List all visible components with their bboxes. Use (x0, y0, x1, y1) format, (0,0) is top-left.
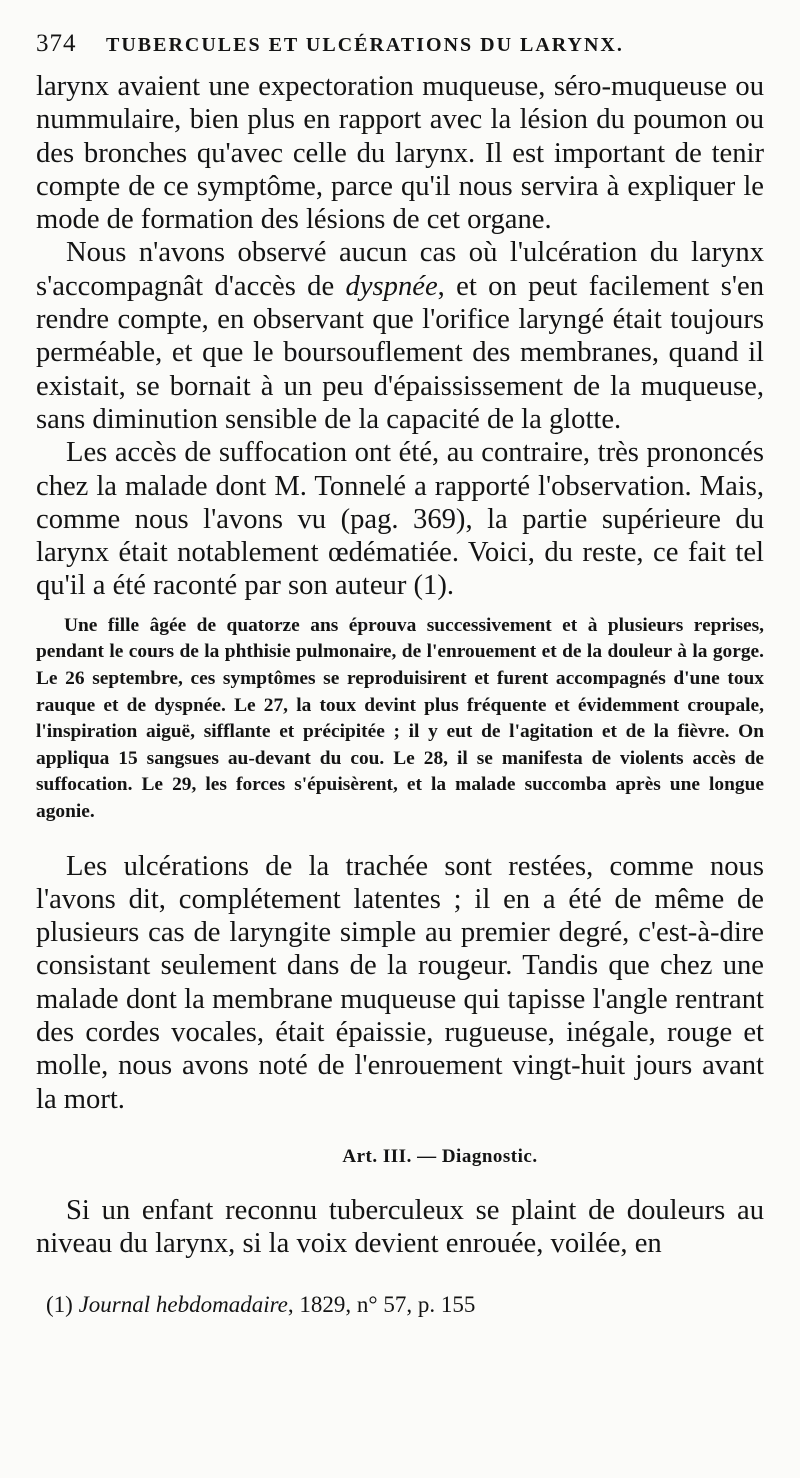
paragraph-2-emphasis: dyspnée (345, 270, 438, 302)
paragraph-2 (36, 236, 764, 436)
footnote-details: , 1829, n° 57, p. 155 (287, 1292, 476, 1317)
footnote-marker: (1) (46, 1292, 73, 1317)
paragraph-3: Les accès de suffocation ont été, au contraire, très prononcés chez la malade dont M. Tonnelé a rapporté l'observation. Mais, comme nous l'avons vu (pag. 369), la partie supérieure du larynx était notablement œdématiée. Voici, du reste, ce fait tel qu'il a été raconté par son auteur (1). (36, 437, 764, 602)
paragraph-2-part-2: , et on peut facilement s'en rendre compte, en observant que l'orifice laryngé était toujours perméable, et que le boursouflement des membranes, quand il existait, se bornait à un peu d'épaississement de la muqueuse, sans diminution sensible de la capacité de la glotte. (36, 270, 764, 435)
page-number: 374 (36, 30, 77, 57)
footnote (46, 1292, 475, 1318)
footnote-journal: Journal hebdomadaire (78, 1292, 288, 1317)
book-page (36, 30, 764, 1260)
paragraph-5: Si un enfant reconnu tuberculeux se plaint de douleurs au niveau du larynx, si la voix devient enrouée, voilée, en (36, 1194, 764, 1260)
article-heading: Art. III. — Diagnostic. (342, 1145, 538, 1167)
paragraph-1: larynx avaient une expectoration muqueuse, séro-muqueuse ou nummulaire, bien plus en rapport avec la lésion du poumon ou des bronches qu'avec celle du larynx. Il est important de tenir compte de ce symptôme, parce qu'il nous servira à expliquer le mode de formation des lésions de cet organe. (36, 71, 764, 236)
observation-quote: Une fille âgée de quatorze ans éprouva successivement et à plusieurs reprises, pendant le cours de la phthisie pulmonaire, de l'enrouement et de la douleur à la gorge. Le 26 septembre, ces symptômes se reproduisirent et furent accompagnés d'une toux rauque et de dyspnée. Le 27, la toux devint plus fréquente et évidemment croupale, l'inspiration aiguë, sifflante et précipitée ; il y eut de l'agitation et de la fièvre. On appliqua 15 sangsues au-devant du cou. Le 28, il se manifesta de violents accès de suffocation. Le 29, les forces s'épuisèrent, et la malade succomba après une longue agonie. (36, 614, 764, 822)
paragraph-2-part-1: Nous n'avons observé aucun cas où l'ulcération du larynx s'accompagnât d'accès de (36, 237, 764, 302)
running-head (36, 30, 764, 70)
running-title: TUBERCULES ET ULCÉRATIONS DU LARYNX. (106, 34, 624, 56)
paragraph-4: Les ulcérations de la trachée sont restées, comme nous l'avons dit, complétement latentes ; il en a été de même de plusieurs cas de laryngite simple au premier degré, c'est-à-dire consistant seulement dans de la rougeur. Tandis que chez une malade dont la membrane muqueuse qui tapisse l'angle rentrant des cordes vocales, était épaissie, rugueuse, inégale, rouge et molle, nous avons noté de l'enrouement vingt-huit jours avant la mort. (36, 850, 764, 1115)
